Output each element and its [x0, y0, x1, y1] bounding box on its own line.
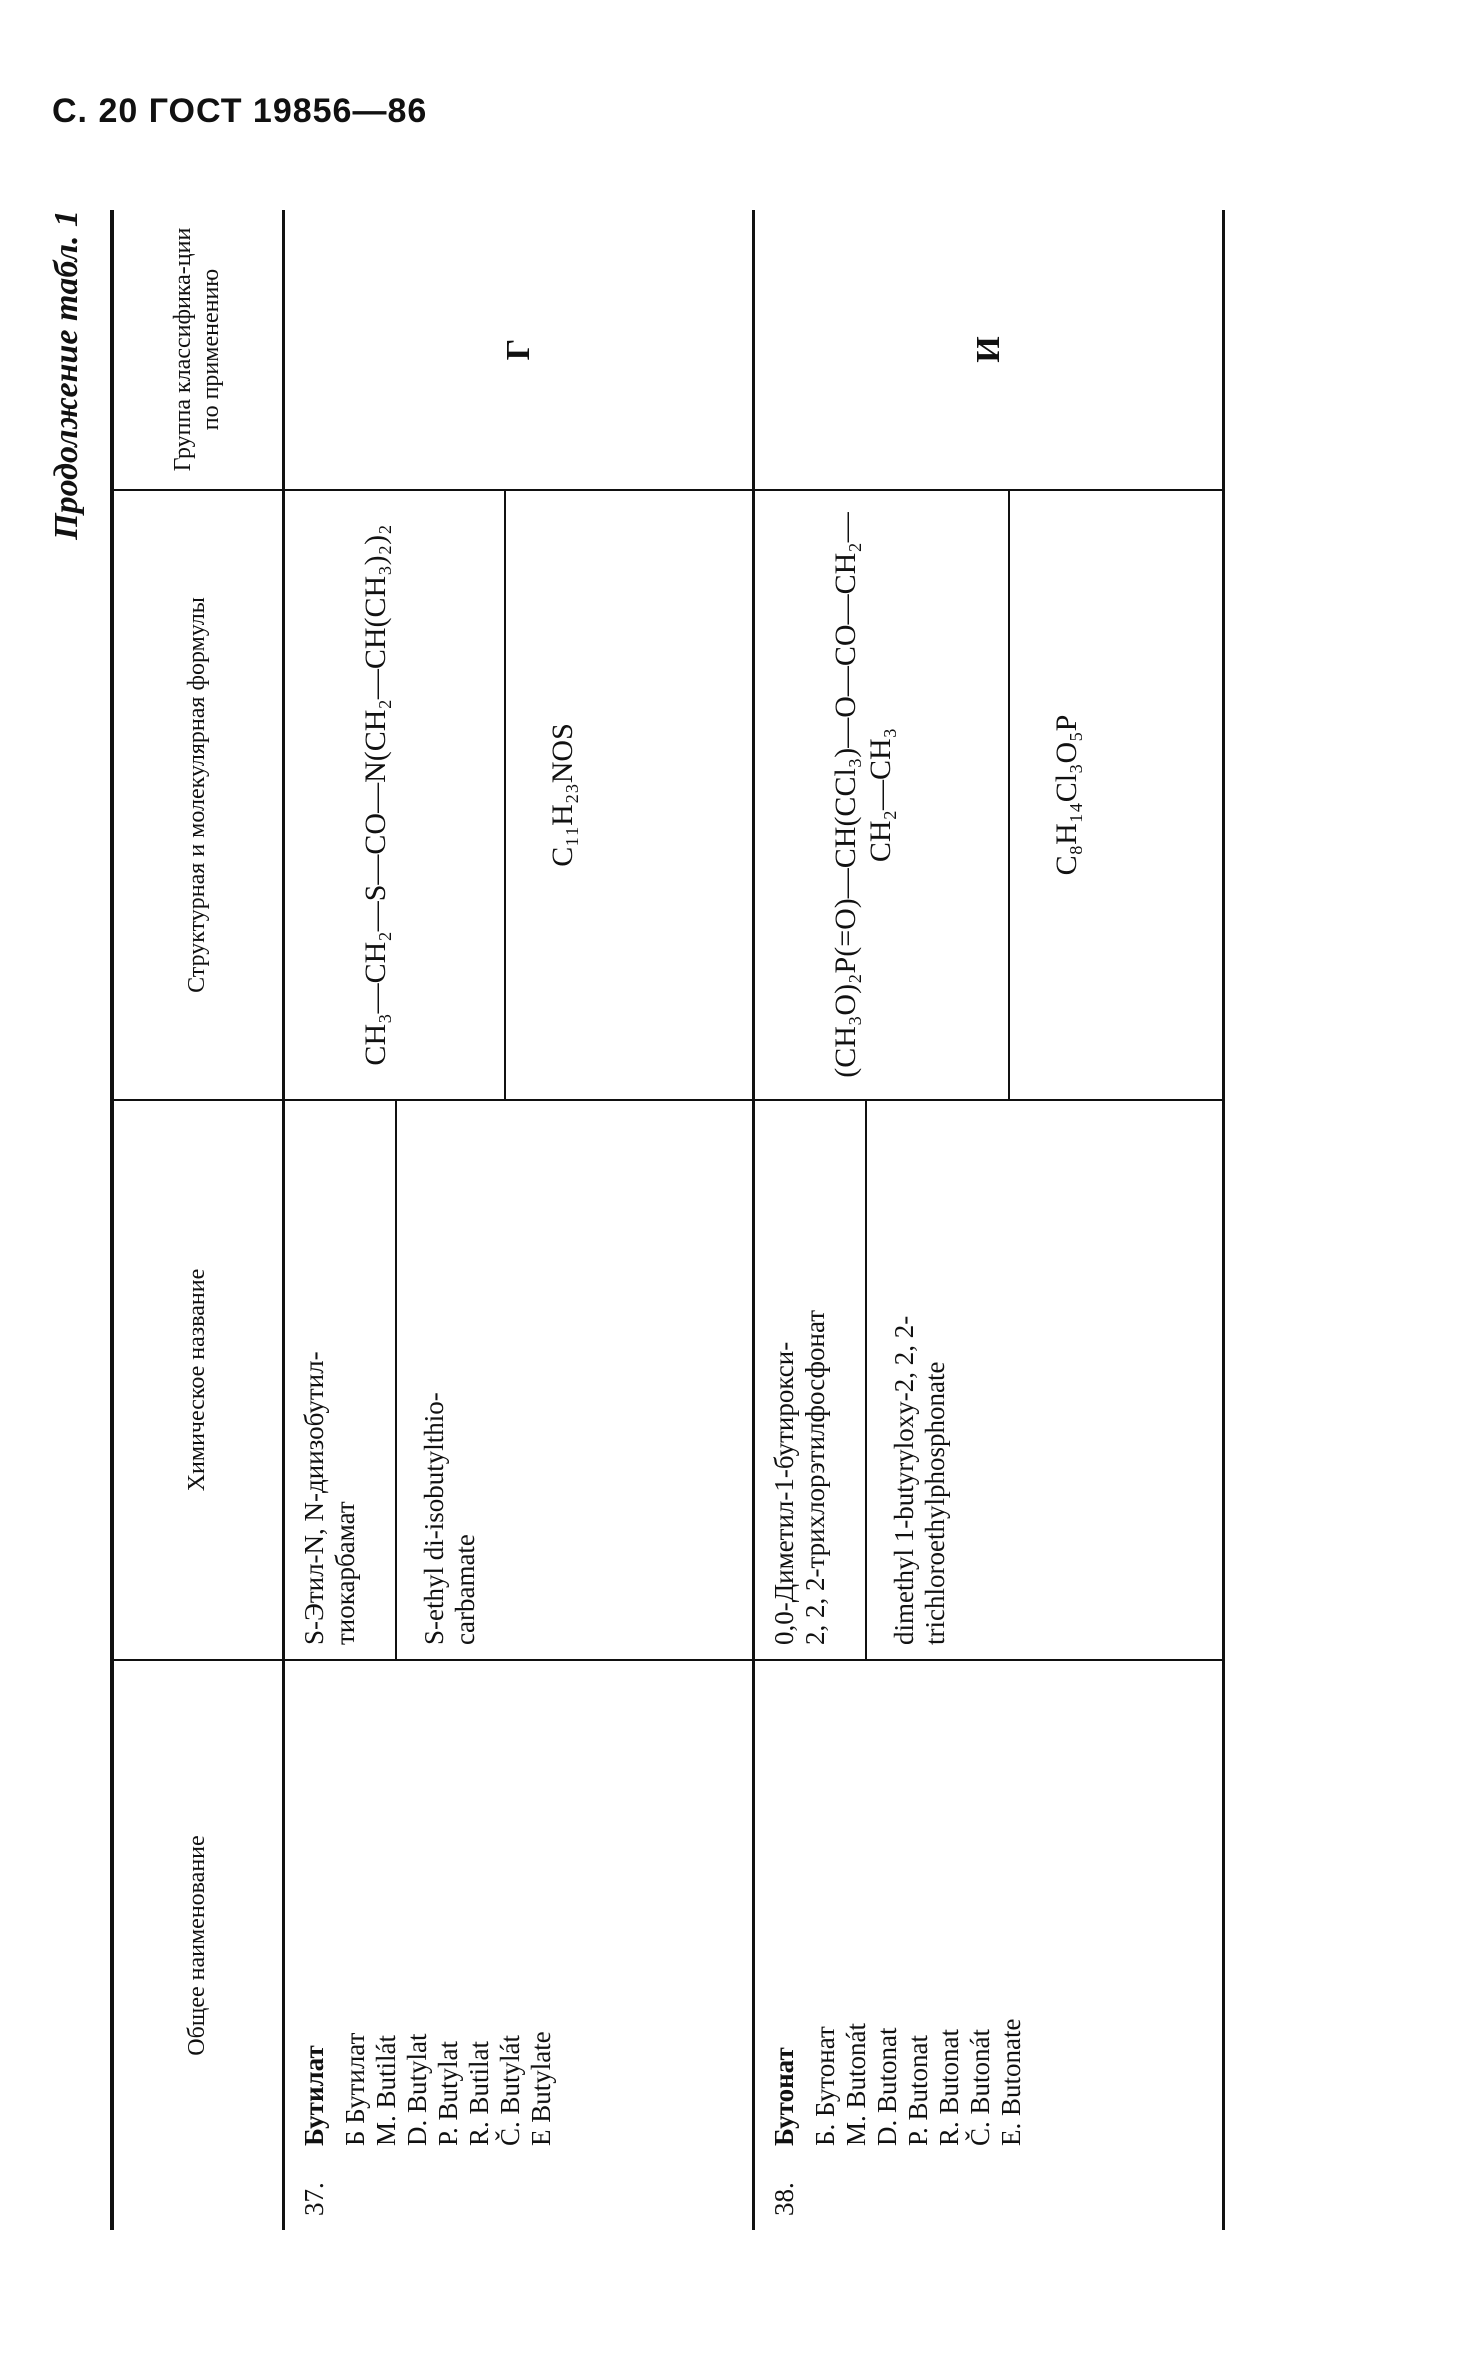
col-header-group: Группа классифика-ции по применению	[112, 210, 284, 490]
translation: R. Butilat	[464, 2040, 495, 2146]
row-number: 37.	[299, 2182, 329, 2216]
page-header: С. 20 ГОСТ 19856—86	[52, 92, 428, 130]
chemical-name-cell	[754, 1100, 1224, 1660]
translation: E. Butonate	[996, 2018, 1027, 2146]
group-cell: Г	[284, 210, 754, 490]
translation: Č. Butonát	[965, 2028, 996, 2146]
common-name: Бутонат	[769, 2047, 799, 2146]
row-number: 38.	[769, 2182, 799, 2216]
molecular-formula: C₁₁H₂₃NOS	[504, 491, 581, 1099]
table-header-row	[112, 210, 284, 2230]
table-row	[284, 210, 754, 2230]
chemical-name-en: dimethyl 1-butyryloxy-2, 2, 2- trichloroethylphosphonate	[889, 1315, 951, 1645]
molecular-formula: C₈H₁₄Cl₃O₅P	[1008, 491, 1085, 1099]
formula-cell	[284, 490, 754, 1100]
common-name: Бутилат	[299, 2045, 329, 2146]
pesticide-table	[110, 210, 1225, 2230]
chemical-name-ru: 0,0-Диметил-1-бутирокси- 2, 2, 2-трихлорэтилфосфонат	[769, 1309, 831, 1645]
group-cell: И	[754, 210, 1224, 490]
chemical-name-cell	[284, 1100, 754, 1660]
rotated-table-block	[48, 210, 1420, 2230]
translation: M. Butilát	[371, 2034, 402, 2146]
translation: Č. Butylát	[495, 2034, 526, 2146]
structural-formula: CH₃—CH₂—S—CO—N(CH₂—CH(CH₃)₂)₂	[359, 524, 392, 1066]
structural-formula: (CH₃O)₂P(=O)—CH(CCl₃)—O—CO—CH₂—CH₂—CH₃	[829, 512, 897, 1078]
translation: P. Butylat	[433, 2040, 464, 2146]
translation: R. Butonat	[934, 2028, 965, 2146]
common-name-cell	[754, 1660, 1224, 2230]
col-header-chemical-name: Химическое название	[112, 1100, 284, 1660]
translation: D. Butylat	[402, 2033, 433, 2146]
chemical-name-en: S-ethyl di-isobutylthio- carbamate	[419, 1392, 481, 1645]
translation: Б Бутилат	[340, 2032, 371, 2146]
common-name-cell	[284, 1660, 754, 2230]
cell-divider	[395, 1101, 397, 1659]
translation: Б. Бутонат	[810, 2026, 841, 2146]
formula-cell	[754, 490, 1224, 1100]
col-header-formulas: Структурная и молекулярная формулы	[112, 490, 284, 1100]
col-header-common-name: Общее наименование	[112, 1660, 284, 2230]
translation: M. Butonát	[841, 2022, 872, 2146]
translation: D. Butonat	[872, 2027, 903, 2146]
translation: P. Butonat	[903, 2034, 934, 2146]
table-continuation-title: Продолжение табл. 1	[48, 210, 85, 540]
chemical-name-ru: S-Этил-N, N-диизобутил- тиокарбамат	[299, 1351, 361, 1645]
cell-divider	[865, 1101, 867, 1659]
translation: E Butylate	[526, 2031, 557, 2146]
table-row	[754, 210, 1224, 2230]
